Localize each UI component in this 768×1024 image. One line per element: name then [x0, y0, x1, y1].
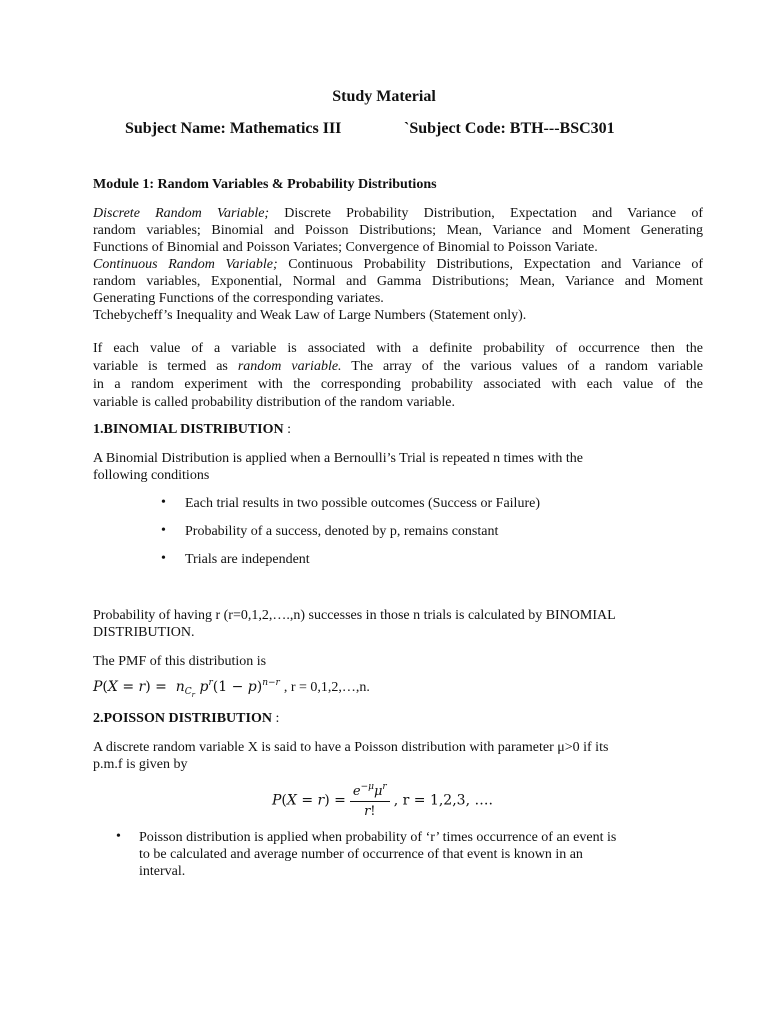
syllabus-line-7: Tchebycheff’s Inequality and Weak Law of Large Numbers (Statement only).	[93, 308, 527, 323]
binomial-heading-text: 1.BINOMIAL DISTRIBUTION	[93, 422, 284, 437]
poisson-note	[139, 829, 616, 880]
subject-name: Subject Name: Mathematics III	[125, 120, 342, 137]
binomial-paragraph-2	[93, 607, 703, 641]
random-variable-term: random variable.	[237, 359, 342, 374]
binomial-heading	[93, 421, 291, 438]
syllabus-block	[93, 205, 703, 324]
syllabus-line-2: random variables; Binomial and Poisson Distributions; Mean, Variance and Moment Generating	[93, 223, 703, 238]
condition-item-3: Trials are independent	[185, 552, 310, 567]
intro-paragraph	[93, 340, 703, 412]
bullet-symbol: •	[161, 551, 166, 566]
poisson-heading	[93, 710, 279, 727]
poisson-p1-line-1: A discrete random variable X is said to have a Poisson distribution with parameter μ>0 if its	[93, 740, 609, 755]
syllabus-line-1	[93, 205, 703, 222]
intro-text: The array of the various values of a random variable	[341, 359, 703, 374]
syllabus-text: Discrete Probability Distribution, Expectation and Variance of	[269, 206, 703, 221]
binomial-p1-line-1: A Binomial Distribution is applied when a Bernoulli’s Trial is repeated n times with the	[93, 451, 583, 466]
binomial-p2-line-1: Probability of having r (r=0,1,2,….,n) successes in those n trials is calculated by BINOMIAL	[93, 608, 616, 623]
pmf-intro: The PMF of this distribution is	[93, 654, 267, 669]
binomial-p2-line-2: DISTRIBUTION.	[93, 625, 195, 640]
syllabus-line-3: Functions of Binomial and Poisson Variates; Convergence of Binomial to Poisson Variate.	[93, 240, 598, 255]
syllabus-line-5: random variables, Exponential, Normal and Gamma Distributions; Mean, Variance and Moment	[93, 274, 703, 289]
condition-item-1: Each trial results in two possible outcomes (Success or Failure)	[185, 496, 540, 511]
poisson-note-line-3: interval.	[139, 864, 186, 879]
poisson-heading-text: 2.POISSON DISTRIBUTION	[93, 711, 272, 726]
syllabus-text: Continuous Probability Distributions, Expectation and Variance of	[277, 257, 703, 272]
condition-item-2: Probability of a success, denoted by p, remains constant	[185, 524, 499, 539]
syllabus-line-6: Generating Functions of the corresponding variates.	[93, 291, 384, 306]
bullet-symbol: •	[116, 829, 121, 844]
intro-line-1: If each value of a variable is associated with a definite probability of occurrence then the	[93, 341, 703, 356]
poisson-note-line-2: to be calculated and average number of occurrence of that event is known in an	[139, 847, 583, 862]
heading-suffix: :	[271, 711, 280, 726]
poisson-p1-line-2: p.m.f is given by	[93, 757, 188, 772]
intro-line-4: variable is called probability distribution of the random variable.	[93, 395, 455, 410]
syllabus-line-4	[93, 256, 703, 273]
discrete-label: Discrete Random Variable;	[93, 206, 270, 221]
binomial-paragraph-1	[93, 450, 703, 484]
binomial-p1-line-2: following conditions	[93, 468, 210, 483]
module-heading: Module 1: Random Variables & Probability Distributions	[93, 177, 437, 192]
poisson-range: , r = 1,2,3, ….	[393, 792, 493, 809]
formula-lhs: P(X = r) =	[272, 792, 346, 809]
subject-code: `Subject Code: BTH---BSC301	[404, 120, 615, 137]
bullet-symbol: •	[161, 523, 166, 538]
heading-suffix: :	[283, 422, 291, 437]
intro-line-2	[93, 358, 703, 376]
binomial-pmf-formula	[93, 678, 370, 699]
pmf-range: , r = 0,1,2,…,n.	[283, 680, 370, 695]
poisson-note-line-1: Poisson distribution is applied when probability of ‘r’ times occurrence of an event is	[139, 830, 617, 845]
document-title: Study Material	[332, 88, 436, 105]
bullet-symbol: •	[161, 495, 166, 510]
poisson-paragraph	[93, 739, 703, 773]
poisson-pmf-formula	[272, 782, 493, 819]
intro-text: variable is termed as	[93, 359, 238, 374]
continuous-label: Continuous Random Variable;	[93, 257, 278, 272]
intro-line-3: in a random experiment with the corresponding probability associated with each value of the	[93, 377, 703, 392]
formula-expression: $P(X = r) = n_{C_r}$ $p^r(1 - p)^{n-r}$	[93, 678, 280, 699]
formula-fraction: $\frac{e^{-\mu}\mu^r}{r!}$	[350, 782, 390, 819]
